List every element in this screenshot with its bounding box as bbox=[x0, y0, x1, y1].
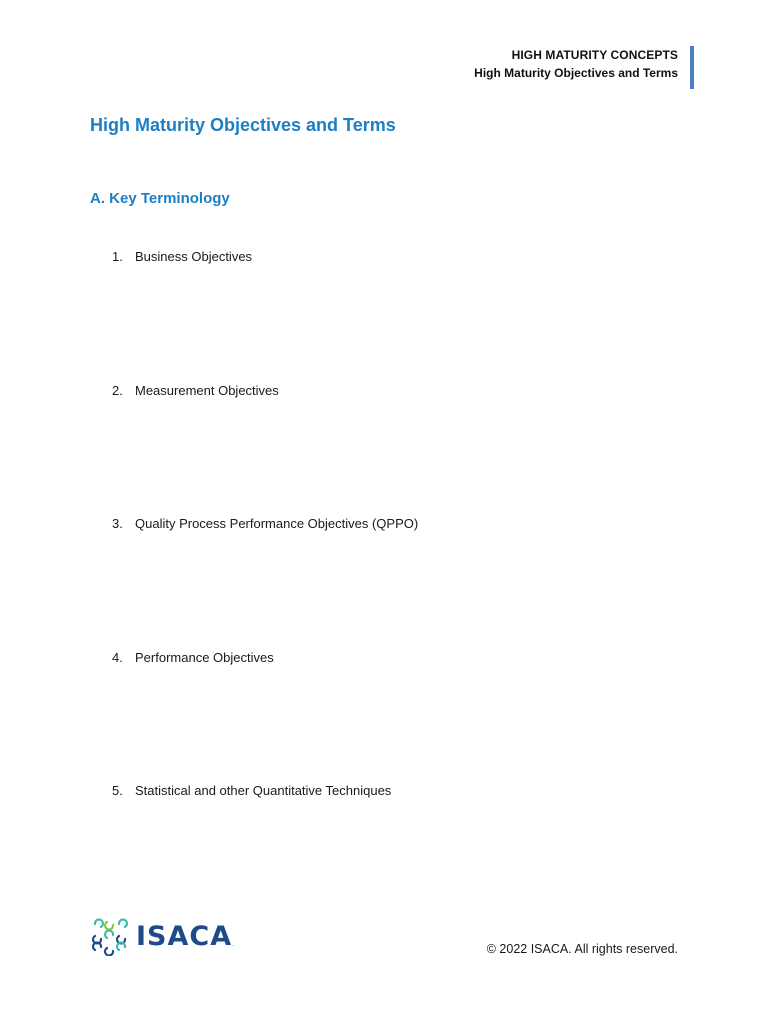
header-document-title: High Maturity Objectives and Terms bbox=[474, 66, 678, 80]
list-item-number: 4. bbox=[112, 649, 123, 665]
list-item bbox=[112, 782, 418, 916]
list-item-number: 2. bbox=[112, 382, 123, 398]
list-item bbox=[112, 248, 418, 382]
list-item-label: Statistical and other Quantitative Techniques bbox=[135, 783, 392, 798]
section-heading: A. Key Terminology bbox=[90, 190, 230, 207]
list-item bbox=[112, 515, 418, 649]
logo-registered-mark: . bbox=[232, 942, 234, 948]
list-item-number: 5. bbox=[112, 783, 123, 798]
list-item-number: 1. bbox=[112, 249, 123, 264]
list-item-label: Measurement Objectives bbox=[135, 382, 279, 398]
isaca-logo-wordmark: ISACA bbox=[136, 921, 233, 952]
list-item bbox=[112, 382, 418, 516]
list-item-label: Business Objectives bbox=[135, 249, 253, 264]
copyright-notice: © 2022 ISACA. All rights reserved. bbox=[486, 942, 678, 956]
list-item-number: 3. bbox=[112, 516, 123, 531]
isaca-logo bbox=[92, 918, 234, 956]
list-item-label: Quality Process Performance Objectives (QPPO) bbox=[135, 516, 419, 531]
list-item-label: Performance Objectives bbox=[135, 649, 274, 665]
header-accent-bar bbox=[690, 46, 694, 89]
page-header bbox=[474, 46, 694, 89]
terminology-list bbox=[112, 248, 418, 916]
isaca-logo-icon bbox=[92, 918, 130, 956]
header-text bbox=[474, 46, 690, 89]
page-title: High Maturity Objectives and Terms bbox=[90, 115, 396, 135]
header-document-category: HIGH MATURITY CONCEPTS bbox=[511, 48, 678, 62]
list-item bbox=[112, 649, 418, 783]
